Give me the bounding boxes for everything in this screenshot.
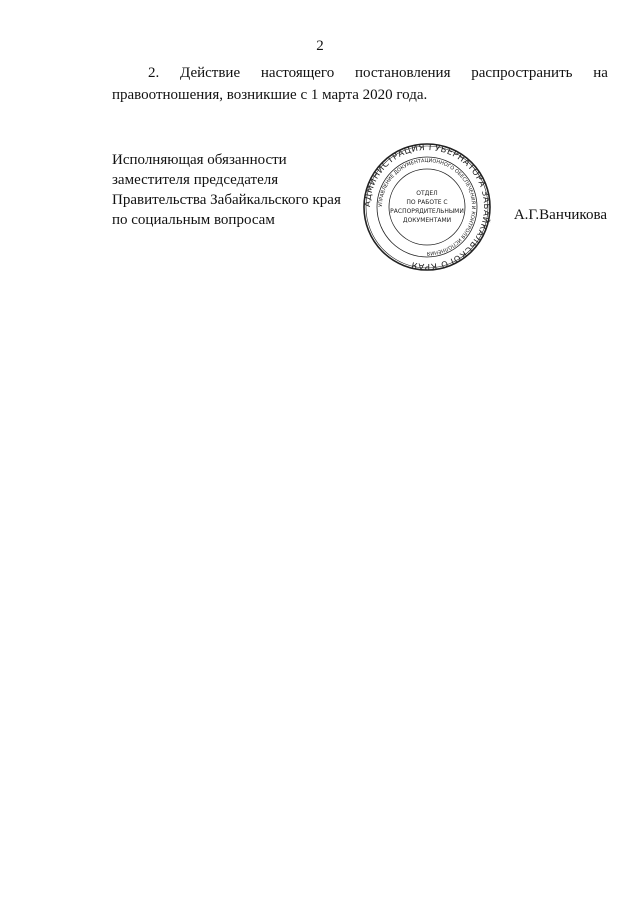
svg-text:УПРАВЛЕНИЕ ДОКУМЕНТАЦИОННОГО О	[378, 158, 476, 256]
seal-center-line: ПО РАБОТЕ С	[406, 199, 448, 206]
position-line: по социальным вопросам	[112, 212, 275, 228]
position-line: заместителя председателя	[112, 172, 279, 188]
seal-inner-text: УПРАВЛЕНИЕ ДОКУМЕНТАЦИОННОГО ОБЕСПЕЧЕНИЯ И КОНТРОЛЯ ИСПОЛНЕНИЯ	[377, 157, 477, 257]
page-number: 2	[316, 38, 324, 54]
paragraph-word: Действие	[180, 65, 241, 81]
paragraph-word: настоящего	[260, 65, 335, 81]
seal-center-line: РАСПОРЯДИТЕЛЬНЫМИ	[390, 208, 464, 215]
paragraph-line-2: правоотношения, возникшие с 1 марта 2020 года.	[112, 87, 428, 103]
seal-center-line: ДОКУМЕНТАМИ	[402, 217, 452, 224]
official-seal-stamp	[362, 142, 492, 272]
paragraph-word: распространить	[471, 65, 573, 81]
position-line: Правительства Забайкальского края	[112, 192, 341, 208]
signatory-position	[112, 150, 341, 230]
body-paragraph	[112, 62, 608, 106]
paragraph-word: постановления	[355, 65, 451, 81]
seal-center-line: ОТДЕЛ	[416, 190, 438, 197]
position-line: Исполняющая обязанности	[112, 152, 287, 168]
paragraph-line-1	[112, 62, 608, 84]
signatory-name: А.Г.Ванчикова	[513, 207, 607, 223]
paragraph-number: 2.	[148, 65, 160, 81]
seal-outer-text: АДМИНИСТРАЦИЯ ГУБЕРНАТОРА ЗАБАЙКАЛЬСКОГО КРАЯ	[362, 142, 492, 272]
paragraph-word: на	[593, 65, 608, 81]
